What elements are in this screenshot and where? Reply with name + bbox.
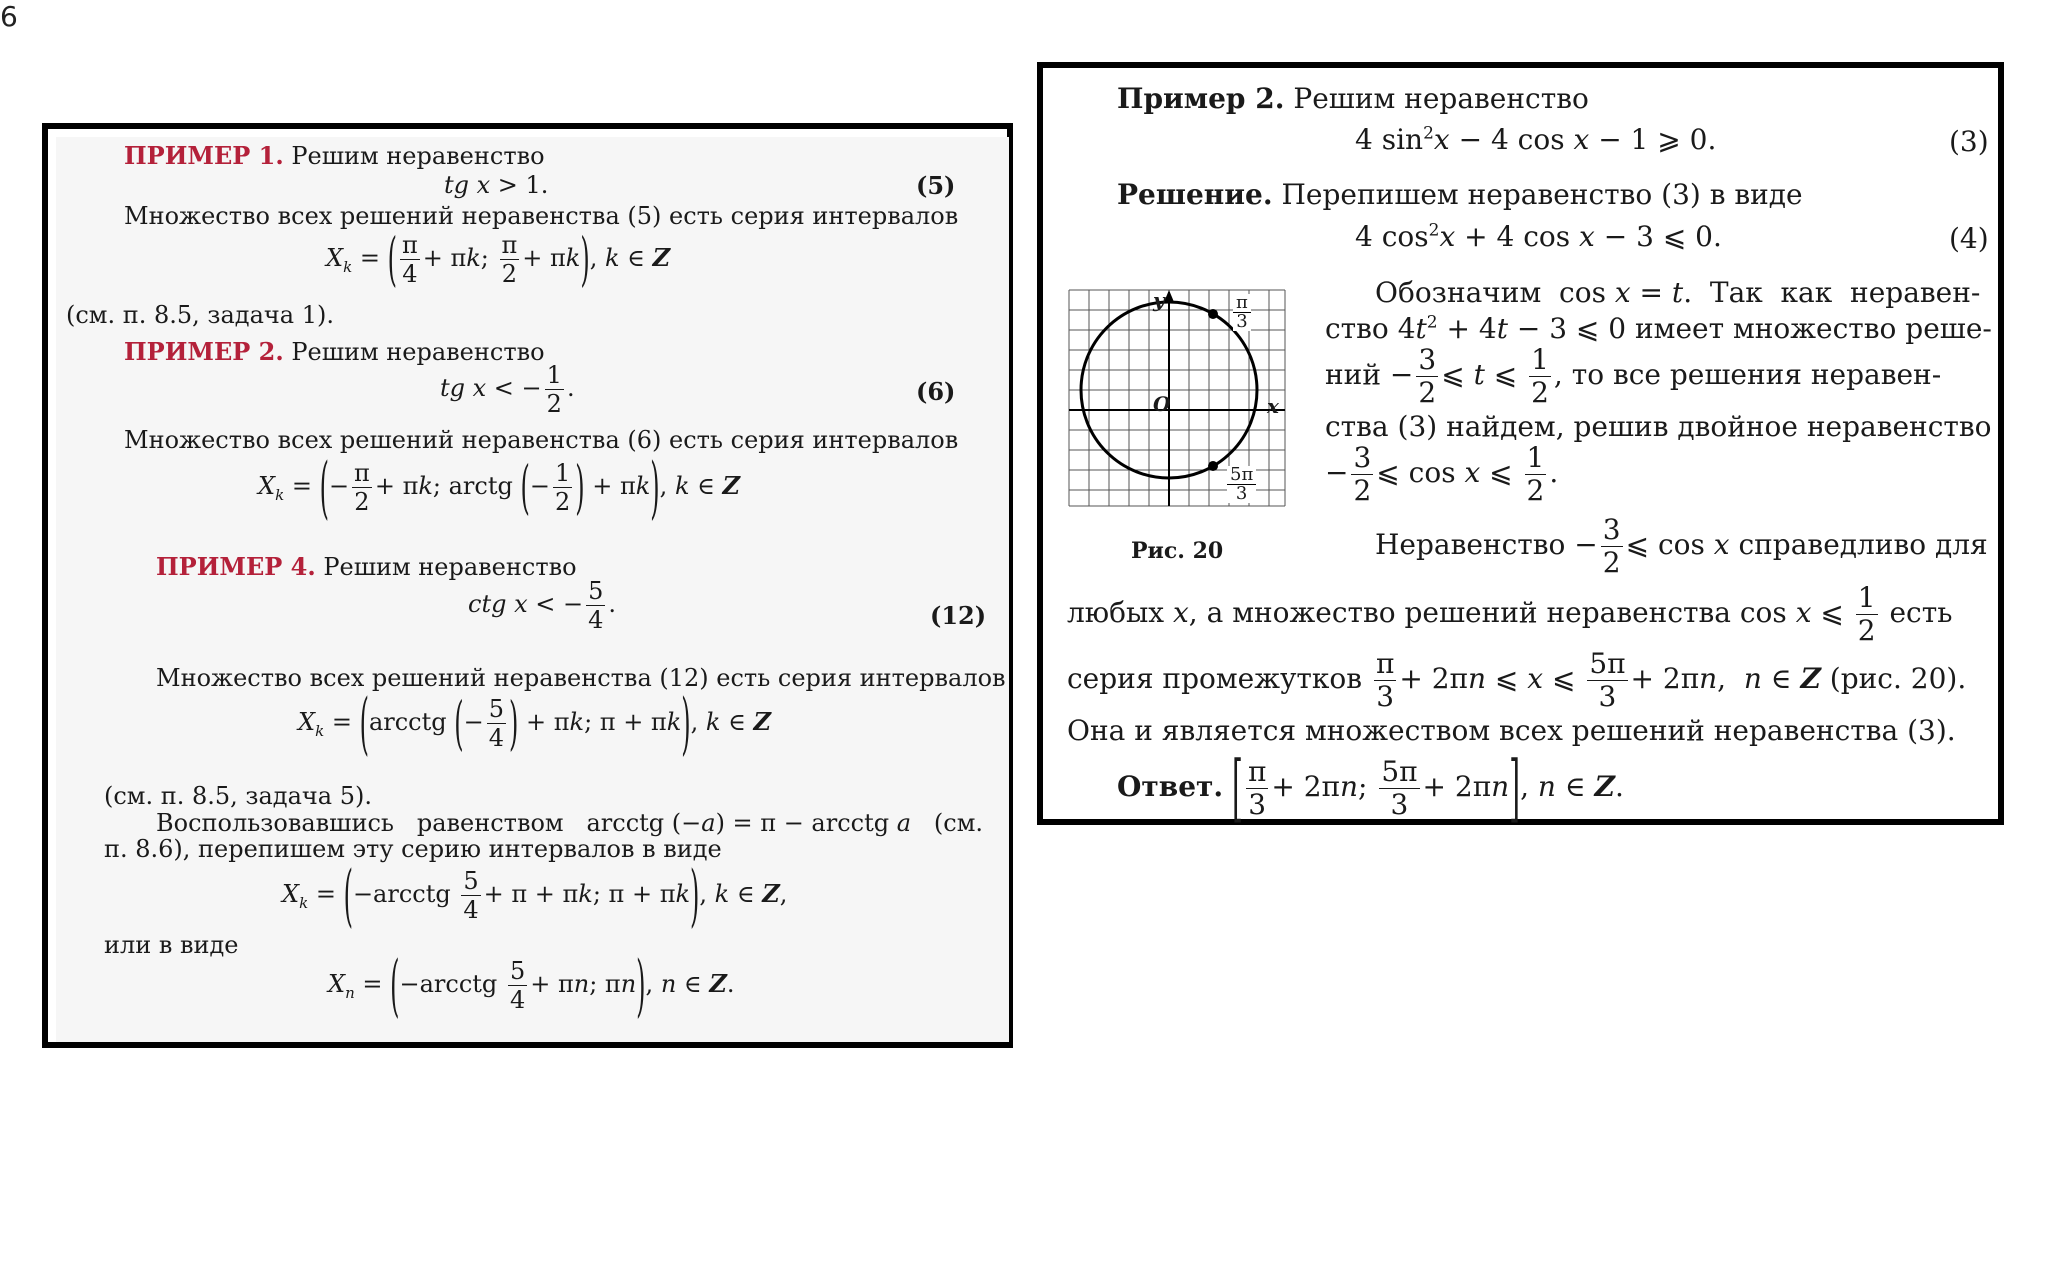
- rp-solution-text: Перепишем неравенство (3) в виде: [1281, 178, 1803, 211]
- rp-para2-line1: Неравенство − $\frac{3}{2}$ ⩽ cos x справедливо для: [1375, 513, 1988, 579]
- page-number: 6: [0, 0, 18, 33]
- rp-answer-label: Ответ.: [1117, 770, 1224, 803]
- ex4-eq-number: (12): [930, 601, 987, 630]
- rp-title: Решим неравенство: [1293, 82, 1589, 115]
- ex4-label: ПРИМЕР 4.: [156, 552, 316, 581]
- figure-y-label: y: [1153, 288, 1165, 312]
- figure-bottom-label: 5π 3: [1227, 466, 1256, 503]
- y-axis-arrow-icon: [1164, 290, 1174, 302]
- unit-circle-figure: [1067, 288, 1293, 514]
- ex2-solution-set: $X_k$ = (− $\frac{\pi}{2}$ + πk; arctg (− $\frac{1}{2}$ ) + πk), k ∈ Z: [258, 448, 741, 527]
- rp-para2-line4: Она и является множеством всех решений неравенства (3).: [1067, 714, 1956, 747]
- figure-top-label: π 3: [1233, 294, 1251, 331]
- ex2-title: Решим неравенство: [291, 338, 545, 366]
- rp-answer: Ответ. [ $\frac{\pi}{3}$ + 2πn; $\frac{5\pi}{3}$ + 2πn], n ∈ Z.: [1117, 745, 1624, 832]
- ex1-text: Множество всех решений неравенства (5) есть серия интервалов: [124, 202, 959, 230]
- rp-para1-line4: ства (3) найдем, решив двойное неравенство: [1325, 410, 1992, 443]
- rp-solution: [1117, 178, 1803, 211]
- ex2-formula: tg x < − $\frac{1}{2}$ .: [440, 361, 575, 418]
- figure-origin-label: O: [1153, 392, 1171, 416]
- rp-formula1: 4 $\sin^2x - 4$ cos x − 1 ⩾ 0.: [1355, 123, 1717, 156]
- ex2-eq-number: (6): [916, 377, 956, 406]
- point-pi-over-3: [1208, 309, 1218, 319]
- rp-heading: [1117, 82, 1589, 115]
- ex4-heading: [156, 552, 577, 581]
- figure-x-label: x: [1267, 394, 1279, 418]
- ex1-label: ПРИМЕР 1.: [124, 141, 284, 170]
- rp-formula2: 4 $\cos^2x + 4$ cos x − 3 ⩽ 0.: [1355, 220, 1722, 253]
- rp-para2-line2: любых x, а множество решений неравенства cos x ⩽ $\frac{1}{2}$ есть: [1067, 581, 1953, 647]
- ex4-formula: ctg x < − $\frac{5}{4}$ .: [468, 577, 617, 634]
- rp-para1-line1: Обозначим cos x = t. Так как неравен-: [1375, 276, 1981, 309]
- ex4-solution-set3: $X_n$ = (−arcctg $\frac{5}{4}$ + πn; πn), n ∈ Z.: [328, 946, 735, 1025]
- rp-label: Пример 2.: [1117, 82, 1285, 115]
- rp-para2-line3: серия промежутков $\frac{\pi}{3}$ + 2πn ⩽ x ⩽ $\frac{5\pi}{3}$ + 2πn, n ∈ Z (рис. 20).: [1067, 647, 1967, 713]
- rp-eq-number2: (4): [1949, 222, 1989, 255]
- rp-para1-line2: ство $4t^2 + 4t - 3$ ⩽ 0 имеет множество реше-: [1325, 312, 1992, 345]
- ex2-label: ПРИМЕР 2.: [124, 337, 284, 366]
- ex1-formula: tg x > 1.: [444, 171, 549, 199]
- rp-solution-label: Решение.: [1117, 178, 1273, 211]
- figure-caption: Рис. 20: [1131, 538, 1224, 564]
- ex1-heading: [124, 141, 545, 170]
- right-panel: [1037, 62, 2004, 832]
- ex4-text: Множество всех решений неравенства (12) есть серия интервалов: [156, 664, 1006, 692]
- ex4-solution-set2: $X_k$ = (−arcctg $\frac{5}{4}$ + π + πk; π + πk), k ∈ Z,: [282, 856, 788, 935]
- ex4-title: Решим неравенство: [323, 553, 577, 581]
- ex1-title: Решим неравенство: [291, 142, 545, 170]
- ex2-heading: [124, 337, 545, 366]
- rp-eq-number1: (3): [1949, 125, 1989, 158]
- rp-para1-line5: − $\frac{3}{2}$ ⩽ cos x ⩽ $\frac{1}{2}$ .: [1325, 441, 1559, 507]
- left-panel: [42, 123, 1013, 1048]
- ex4-text2-line1: Воспользовавшись равенством arcctg (−a) = π − arcctg a (см.: [156, 809, 984, 837]
- ex1-solution-set: $X_k$ = ( $\frac{\pi}{4}$ + πk; $\frac{\pi}{2}$ + πk), k ∈ Z: [326, 225, 671, 294]
- ex1-reference: (см. п. 8.5, задача 1).: [66, 301, 334, 329]
- ex4-text2-line2: п. 8.6), перепишем эту серию интервалов в виде: [104, 835, 722, 863]
- ex4-reference: (см. п. 8.5, задача 5).: [104, 782, 372, 810]
- ex4-solution-set: $X_k$ = (arcctg (− $\frac{5}{4}$ ) + πk; π + πk), k ∈ Z: [298, 684, 772, 763]
- rp-para1-line3: ний − $\frac{3}{2}$ ⩽ t ⩽ $\frac{1}{2}$ , то все решения неравен-: [1325, 343, 1942, 409]
- ex2-text: Множество всех решений неравенства (6) есть серия интервалов: [124, 426, 959, 454]
- ex4-or: или в виде: [104, 931, 239, 959]
- ex1-eq-number: (5): [916, 171, 956, 200]
- point-5pi-over-3: [1208, 461, 1218, 471]
